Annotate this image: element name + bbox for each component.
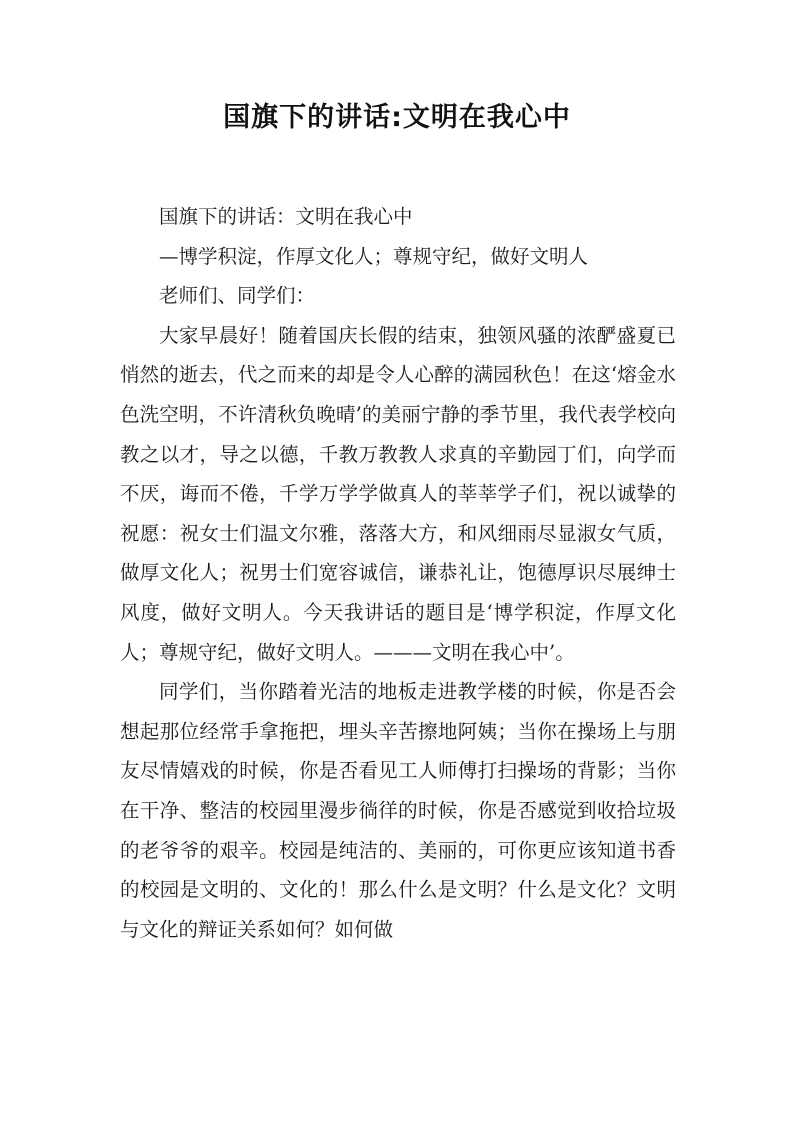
body-paragraph: 大家早晨好！随着国庆长假的结束，独领风骚的浓酽盛夏已悄然的逝去，代之而来的却是令人心醉的满园秋色！在这‘熔金水色洗空明，不许清秋负晚晴’的美丽宁静的季节里，我代表学校向教之以才，导之以德，千教万教教人求真的辛勤园丁们，向学而不厌，诲而不倦，千学万学学做真人的莘莘学子们，祝以诚挚的祝愿：祝女士们温文尔雅，落落大方，和风细雨尽显淑女气质，做厚文化人；祝男士们宽容诚信，谦恭礼让，饱德厚识尽展绅士风度，做好文明人。今天我讲话的题目是‘博学积淀，作厚文化人；尊规守纪，做好文明人。———文明在我心中’。 xyxy=(120,323,676,664)
subtitle-line: 国旗下的讲话：文明在我心中 xyxy=(159,205,413,228)
body-paragraph: 同学们，当你踏着光洁的地板走进教学楼的时候，你是否会想起那位经常手拿拖把，埋头辛苦擦地阿姨；当你在操场上与朋友尽情嬉戏的时候，你是否看见工人师傅打扫操场的背影；当你在干净、整洁的校园里漫步徜徉的时候，你是否感觉到收拾垃圾的老爷爷的艰辛。校园是纯洁的、美丽的，可你更应该知道书香的校园是文明的、文化的！那么什么是文明？什么是文化？文明与文化的辩证关系如何？如何做 xyxy=(120,680,676,941)
document-body xyxy=(120,197,676,949)
theme-line: —博学积淀，作厚文化人；尊规守纪，做好文明人 xyxy=(159,244,589,268)
salutation-line: 老师们、同学们： xyxy=(159,284,316,308)
document-title: 国旗下的讲话:文明在我心中 xyxy=(223,102,571,133)
